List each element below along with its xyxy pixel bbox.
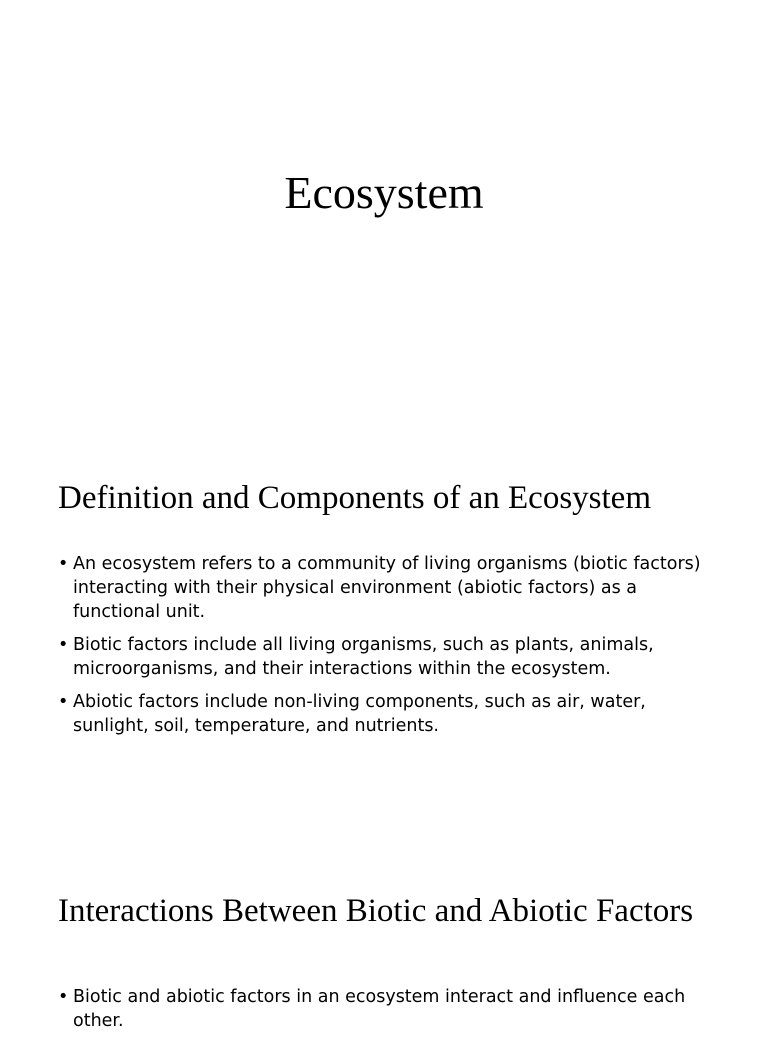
section-heading-definition: Definition and Components of an Ecosystem bbox=[58, 480, 651, 516]
bullet-item bbox=[58, 985, 718, 1033]
bullet-glyph: • bbox=[58, 635, 69, 655]
bullet-text: Abiotic factors include non-living components, such as air, water, sunlight, soil, temperature, and nutrients. bbox=[73, 692, 646, 736]
interactions-bullet-list bbox=[58, 985, 718, 1042]
bullet-glyph: • bbox=[58, 554, 69, 574]
bullet-item bbox=[58, 552, 718, 624]
definition-bullet-list bbox=[58, 552, 718, 747]
slide-title: Ecosystem bbox=[284, 167, 484, 218]
bullet-item bbox=[58, 633, 718, 681]
bullet-item bbox=[58, 690, 718, 738]
bullet-glyph: • bbox=[58, 987, 69, 1007]
bullet-glyph: • bbox=[58, 692, 69, 712]
section-heading-interactions: Interactions Between Biotic and Abiotic Factors bbox=[58, 893, 694, 929]
bullet-text: An ecosystem refers to a community of living organisms (biotic factors) interacting with their physical environment (abiotic factors) as a functional unit. bbox=[73, 554, 701, 622]
bullet-text: Biotic and abiotic factors in an ecosystem interact and influence each other. bbox=[73, 987, 686, 1031]
bullet-text: Biotic factors include all living organisms, such as plants, animals, microorganisms, and their interactions within the ecosystem. bbox=[73, 635, 654, 679]
